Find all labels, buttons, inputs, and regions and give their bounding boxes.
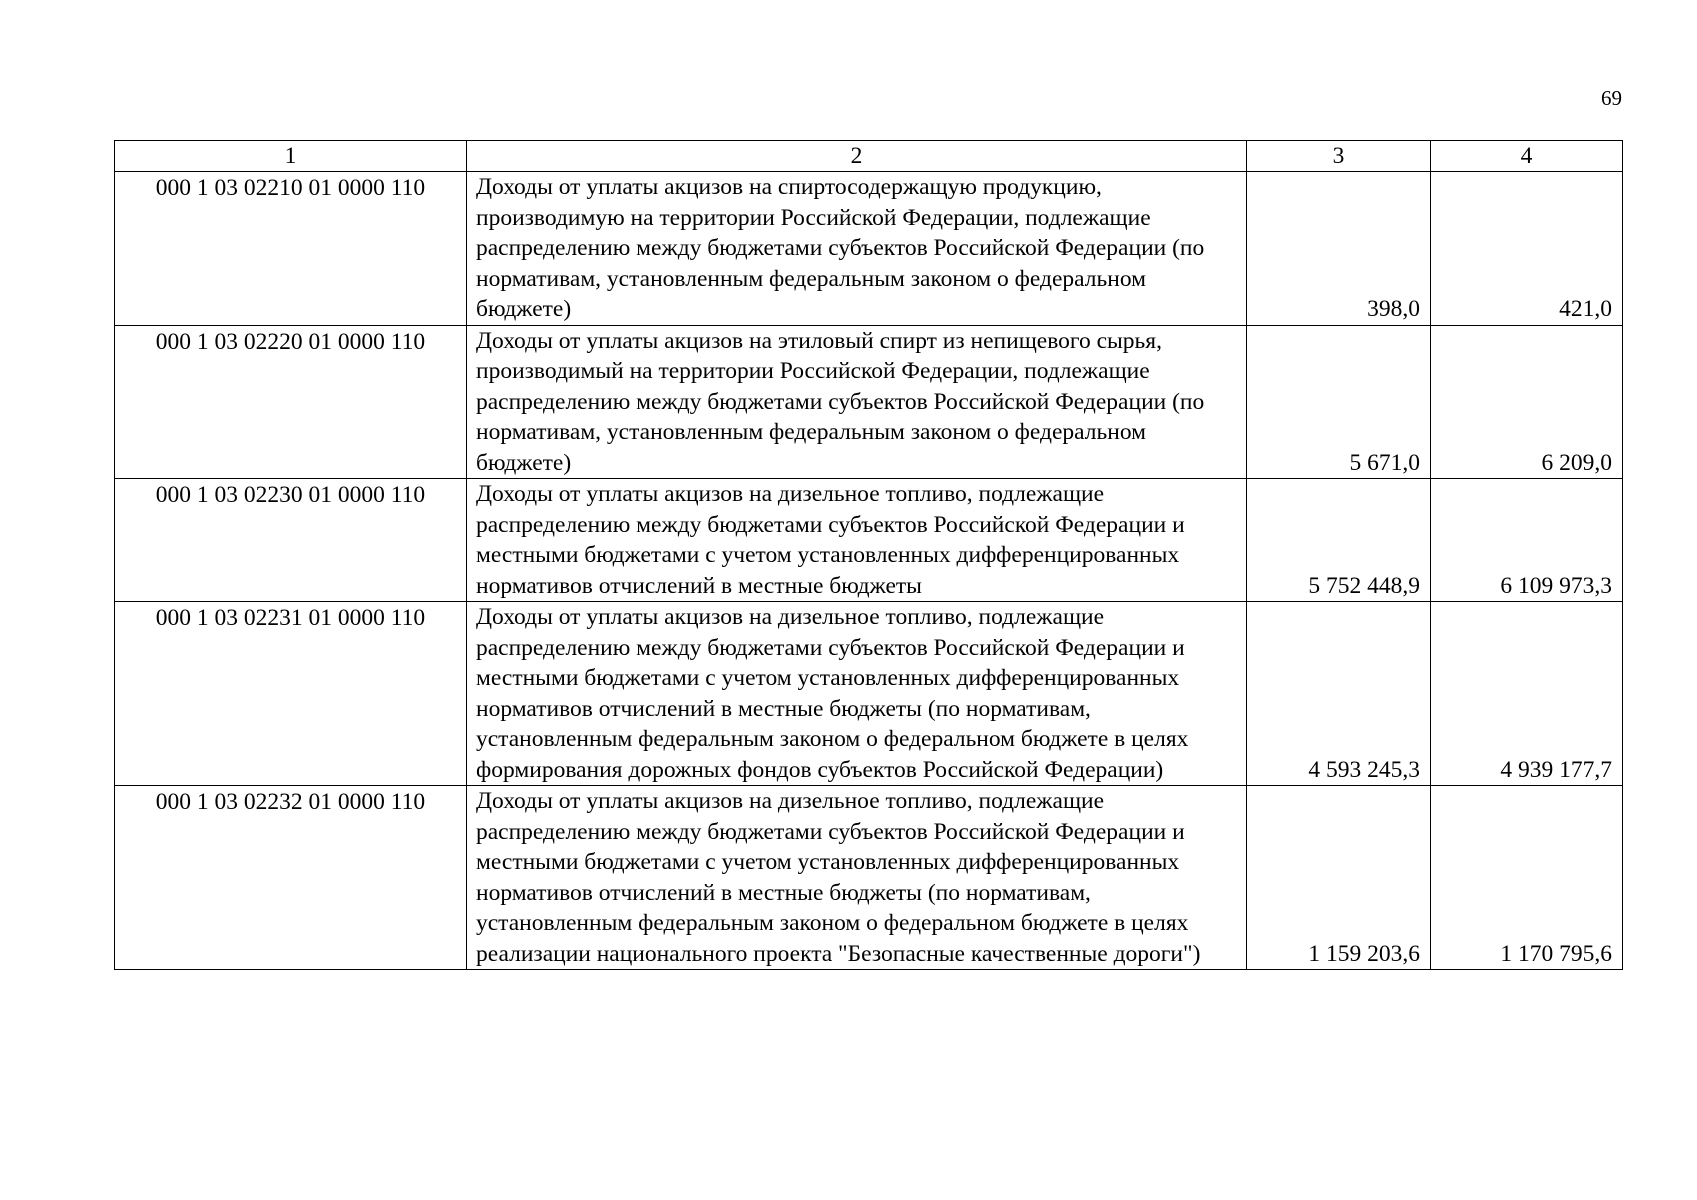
table-row [115,786,1623,970]
table-row [115,325,1623,479]
amount-col3: 1 159 203,6 [1247,786,1431,970]
income-description: Доходы от уплаты акцизов на спиртосодержащую продукцию, производимую на территории Российской Федерации, подлежащие распределению между бюджетами субъектов Российской Федерации (по нормативам, установленным федеральным законом о федеральном бюджете) [467,172,1247,326]
column-header: 4 [1431,141,1623,172]
income-description: Доходы от уплаты акцизов на дизельное топливо, подлежащие распределению между бюджетами субъектов Российской Федерации и местными бюджетами с учетом установленных дифференцированных нормативов отчислений в местные бюджеты (по нормативам, установленным федеральным законом о федеральном бюджете в целях формирования дорожных фондов субъектов Российской Федерации) [467,602,1247,786]
budget-code: 000 1 03 02210 01 0000 110 [115,172,467,326]
budget-code: 000 1 03 02231 01 0000 110 [115,602,467,786]
column-header: 1 [115,141,467,172]
table-row [115,479,1623,602]
income-description: Доходы от уплаты акцизов на этиловый спирт из непищевого сырья, производимый на территории Российской Федерации, подлежащие распределению между бюджетами субъектов Российской Федерации (по нормативам, установленным федеральным законом о федеральном бюджете) [467,325,1247,479]
income-description: Доходы от уплаты акцизов на дизельное топливо, подлежащие распределению между бюджетами субъектов Российской Федерации и местными бюджетами с учетом установленных дифференцированных нормативов отчислений в местные бюджеты (по нормативам, установленным федеральным законом о федеральном бюджете в целях реализации национального проекта "Безопасные качественные дороги") [467,786,1247,970]
budget-code: 000 1 03 02220 01 0000 110 [115,325,467,479]
amount-col3: 5 671,0 [1247,325,1431,479]
budget-table [114,140,1623,970]
table-row [115,602,1623,786]
table-header-row [115,141,1623,172]
table-row [115,172,1623,326]
amount-col4: 6 109 973,3 [1431,479,1623,602]
amount-col3: 5 752 448,9 [1247,479,1431,602]
amount-col4: 421,0 [1431,172,1623,326]
amount-col3: 398,0 [1247,172,1431,326]
page-number: 69 [1601,86,1622,110]
budget-code: 000 1 03 02232 01 0000 110 [115,786,467,970]
amount-col3: 4 593 245,3 [1247,602,1431,786]
column-header: 3 [1247,141,1431,172]
income-description: Доходы от уплаты акцизов на дизельное топливо, подлежащие распределению между бюджетами субъектов Российской Федерации и местными бюджетами с учетом установленных дифференцированных нормативов отчислений в местные бюджеты [467,479,1247,602]
amount-col4: 4 939 177,7 [1431,602,1623,786]
amount-col4: 1 170 795,6 [1431,786,1623,970]
column-header: 2 [467,141,1247,172]
amount-col4: 6 209,0 [1431,325,1623,479]
budget-code: 000 1 03 02230 01 0000 110 [115,479,467,602]
